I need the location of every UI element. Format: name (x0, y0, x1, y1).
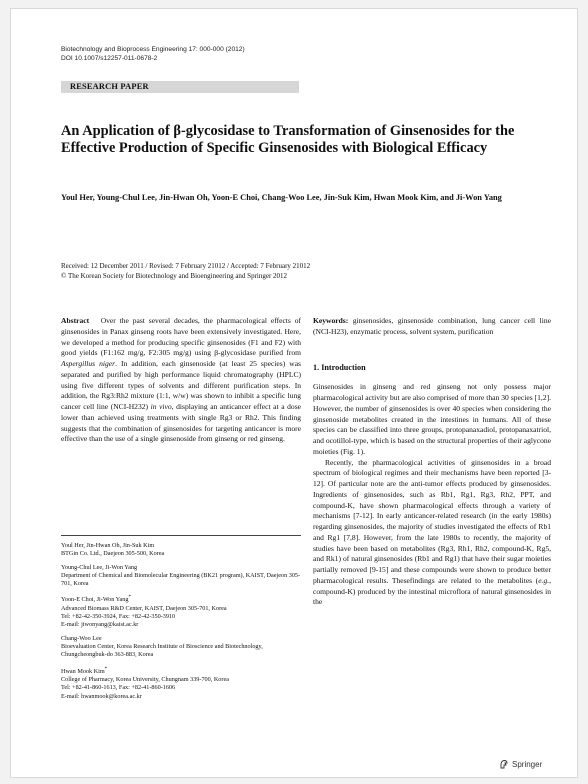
paper-title: An Application of β-glycosidase to Transformation of Ginsenosides for the Effective Production of Specific Ginsenosides with Biological Efficacy (61, 123, 515, 156)
publisher-name: Springer (512, 759, 543, 769)
doi-line: DOI 10.1007/s12257-011-0678-2 (61, 55, 158, 62)
affiliation-item: Hwan Mook Kim* College of Pharmacy, Korea University, Chungnam 339-700, Korea Tel: +82-41-860-1613, Fax: +82-41-860-1606 E-mail: hwanmook@korea.ac.kr (61, 665, 301, 701)
received-dates: Received: 12 December 2011 / Revised: 7 February 21012 / Accepted: 7 February 21012 (61, 262, 311, 270)
right-column (313, 316, 551, 608)
springer-knight-icon (499, 759, 509, 769)
section-tag: RESEARCH PAPER (70, 82, 149, 91)
keywords-label: Keywords: (313, 316, 349, 325)
journal-header (61, 45, 245, 63)
dates-block (61, 262, 551, 281)
email-text: E-mail: jiwonyang@kaist.ac.kr (61, 621, 139, 629)
keywords: Keywords: ginsenosides, ginsenoside combination, lung cancer cell line (NCI-H23), enzymatic process, solvent system, purification (313, 316, 552, 336)
affiliation-item: Young-Chul Lee, Ji-Won Yang Department of Chemical and Biomolecular Engineering (BK21 program), KAIST, Daejeon 305-701, Korea (61, 563, 301, 588)
footnote-divider (61, 535, 301, 536)
publisher-footer (499, 759, 542, 769)
corresponding-mark: * (104, 665, 108, 672)
author-list: Youl Her, Young-Chul Lee, Jin-Hwan Oh, Yoon-E Choi, Chang-Woo Lee, Jin-Suk Kim, Hwan Mook Kim, and Ji-Won Yang (61, 193, 502, 202)
beta-symbol: β (173, 123, 181, 139)
affiliation-item: Yoon-E Choi, Ji-Won Yang* Advanced Biomass R&D Center, KAIST, Daejeon 305-701, Korea Tel: +82-42-350-3924, Fax: +82-42-350-3910 E-mail: jiwonyang@kaist.ac.kr (61, 593, 301, 629)
email-text: E-mail: hwanmook@korea.ac.kr (61, 692, 142, 700)
copyright-line: © The Korean Society for Biotechnology and Bioengineering and Springer 2012 (61, 271, 288, 280)
abstract-label: Abstract (61, 316, 90, 325)
section-heading: 1. Introduction (313, 362, 366, 372)
paper-page (10, 8, 578, 778)
intro-paragraph: Recently, the pharmacological activities of ginsenosides in a broad spectrum of biological regimes and their mechanisms have been reported [3-12]. Of particular note are the anti-tumor effects produced by ginsenosides. Ingredients of ginsenosides, such as Rb1, Rg1, Rg3, Rh2, PPT, and compound-K, have shown pharmacological effects through a variety of mechanisms [7-12]. In early anticancer-related research (in the early 1980s) regarding ginsenosides, the majority of studies investigated the effects of Rb1 and Rg1 [7,8]. However, from the late 1980s to recently, the majority of studies have been based on metabolites (Rg3, Rh1, Rh2, compound-K, Rg5, and Rk1) of natural ginsenosides (Rb1 and Rg1) that have their sugar moieties partially removed [9-15] and these compounds were shown to produce better pharmacological results. Thesefindings are related to the metabolites (e.g., compound-K) produced by the intestinal microflora of natural ginsenosides in the (313, 457, 551, 607)
affiliations (61, 542, 301, 706)
intro-paragraph: Ginsenosides in ginseng and red ginseng not only possess major pharmacological activity but are also comprised of more than 30 species [1,2]. However, the number of ginsenosides is over 40 species when considering the ginsenoside metabolites created in the intestines in humans. All of these species can be classified into three groups, protopanaxadiol, protopanaxatriol, and ocotillol-type, which is based on the structural properties of their aglycone moieties (Fig. 1). (313, 382, 551, 456)
species-name: Aspergillus niger (61, 359, 116, 368)
section-tag-bar (61, 81, 299, 93)
corresponding-mark: * (128, 594, 132, 601)
abstract: Abstract Over the past several decades, the pharmacological effects of ginsenosides in Panax ginseng roots have been extensively investigated. Here, we developed a method for producing specific ginsenosides (F1 and F2) with good yields (F1:162 mg/g, F2:305 mg/g) using β-glycosidase purified from Aspergillus niger. In addition, each ginsenoside (at least 25 species) was separated and purified by high performance liquid chromatography (HPLC) using five different types of solvents and different purification steps. In addition, the Rg3:Rh2 mixture (1:1, w/w) was shown to inhibit a specific lung cancer cell line (NCI-H232) in vivo, displaying an anticancer effect at a dose lower than achieved using treatments with single Rg3 or Rh2. This finding suggests that the combination of ginsenosides for targeting anticancer is more effective than the use of a single ginsenoside from ginseng or red ginseng. (61, 316, 301, 444)
journal-citation: Biotechnology and Bioprocess Engineering 17: 000-000 (2012) (61, 46, 245, 53)
affiliation-item: Chang-Woo Lee Bioevaluation Center, Korea Research Institute of Bioscience and Biotechnology, Chungcheongbuk-do 363-883, Korea (61, 634, 263, 659)
affiliation-item: Youl Her, Jin-Hwan Oh, Jin-Suk Kim BTGin Co. Ltd., Daejeon 305-500, Korea (61, 542, 165, 558)
